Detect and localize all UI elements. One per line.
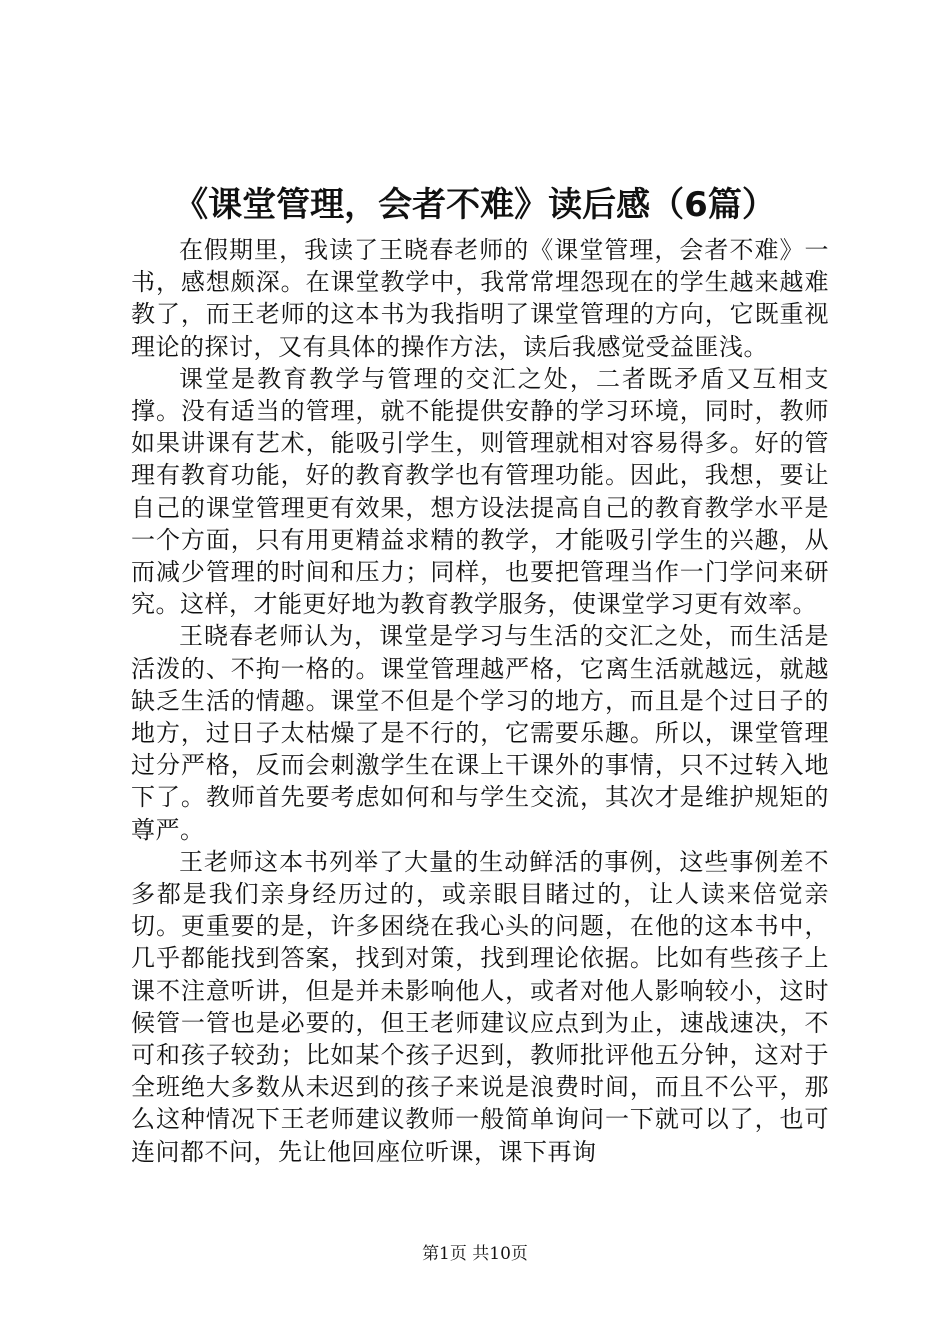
paragraph: 王晓春老师认为，课堂是学习与生活的交汇之处，而生活是活泼的、不拘一格的。课堂管理越严格，它离生活就越远，就越缺乏生活的情趣。课堂不但是个学习的地方，而且是个过日子的地方，过日子太枯燥了是不行的，它需要乐趣。所以，课堂管理过分严格，反而会刺激学生在课上干课外的事情，只不过转入地下了。教师首先要考虑如何和与学生交流，其次才是维护规矩的尊严。: [131, 622, 829, 844]
document-body: [131, 234, 829, 1168]
page-number-footer: 第1页 共10页: [422, 1244, 528, 1264]
paragraph: 课堂是教育教学与管理的交汇之处，二者既矛盾又互相支撑。没有适当的管理，就不能提供安静的学习环境，同时，教师如果讲课有艺术，能吸引学生，则管理就相对容易得多。好的管理有教育功能，好的教育教学也有管理功能。因此，我想，要让自己的课堂管理更有效果，想方设法提高自己的教育教学水平是一个方面，只有用更精益求精的教学，才能吸引学生的兴趣，从而减少管理的时间和压力；同样，也要把管理当作一门学问来研究。这样，才能更好地为教育教学服务，使课堂学习更有效率。: [131, 364, 829, 619]
paragraph: 在假期里，我读了王晓春老师的《课堂管理，会者不难》一书，感想颇深。在课堂教学中，我常常埋怨现在的学生越来越难教了，而王老师的这本书为我指明了课堂管理的方向，它既重视理论的探讨，又有具体的操作方法，读后我感觉受益匪浅。: [131, 236, 829, 361]
paragraph: 王老师这本书列举了大量的生动鲜活的事例，这些事例差不多都是我们亲身经历过的，或亲眼目睹过的，让人读来倍觉亲切。更重要的是，许多困绕在我心头的问题，在他的这本书中，几乎都能找到答案，找到对策，找到理论依据。比如有些孩子上课不注意听讲，但是并未影响他人，或者对他人影响较小，这时候管一管也是必要的，但王老师建议应点到为止，速战速决，不可和孩子较劲；比如某个孩子迟到，教师批评他五分钟，这对于全班绝大多数从未迟到的孩子来说是浪费时间，而且不公平，那么这种情况下王老师建议教师一般简单询问一下就可以了，也可连问都不问，先让他回座位听课，课下再询: [131, 847, 829, 1166]
document-title: 《课堂管理，会者不难》读后感（6篇）: [174, 185, 776, 225]
